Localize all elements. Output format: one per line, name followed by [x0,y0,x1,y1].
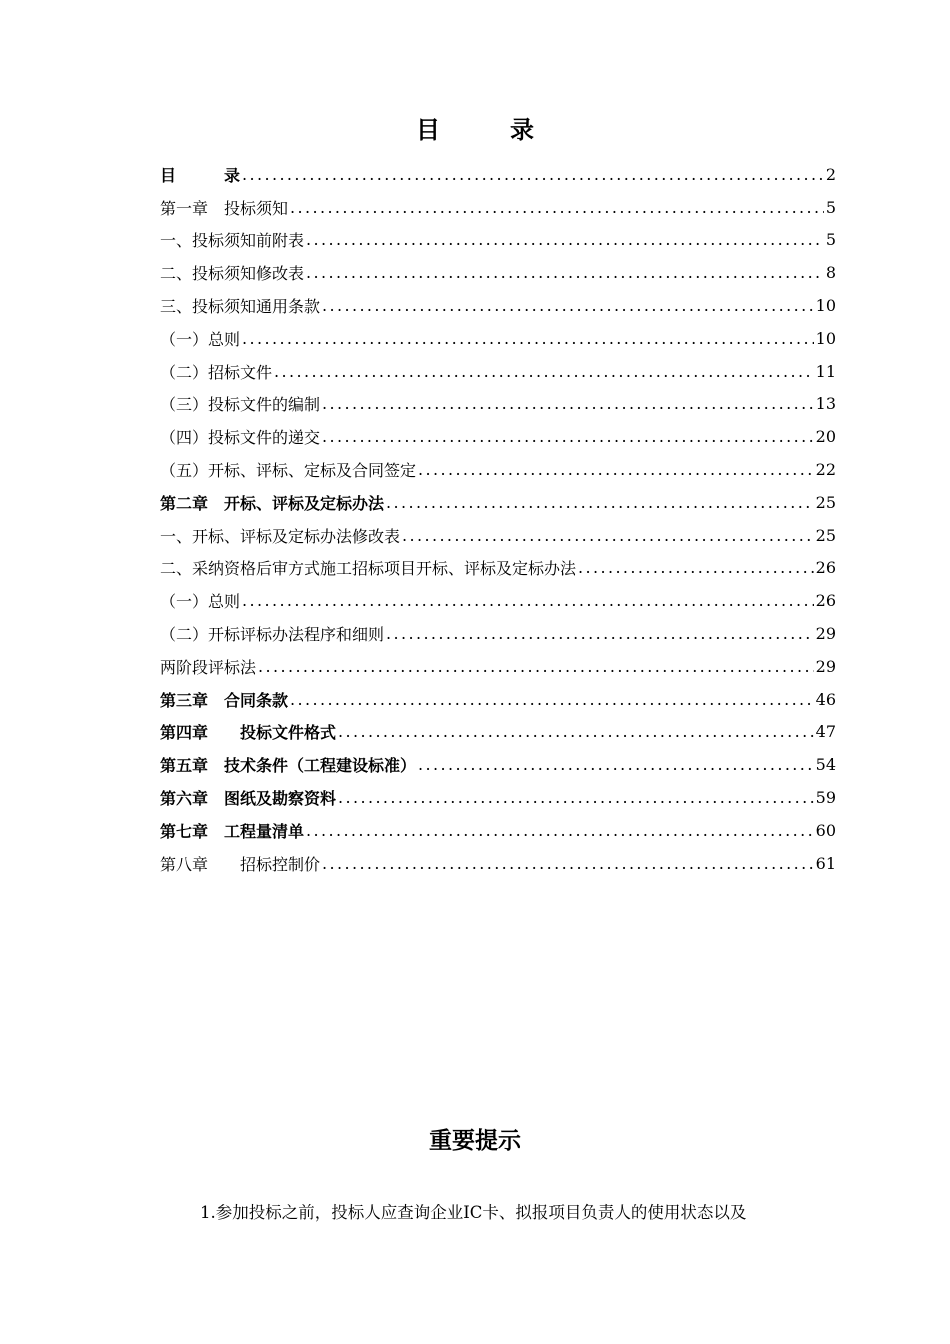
toc-entry[interactable] [160,289,836,322]
toc-entry-page: 10 [815,296,836,316]
toc-entry-leader [290,198,824,217]
toc-entry-page: 11 [815,361,836,381]
toc-entry-page: 29 [815,624,836,644]
toc-entry-page: 29 [815,656,836,676]
toc-entry[interactable] [160,388,836,421]
toc-entry-page: 20 [815,427,836,447]
toc-entry-leader [322,394,814,413]
toc-entry-leader [306,821,814,840]
toc-entry[interactable] [160,814,836,847]
toc-entry-leader [290,690,814,709]
toc-entry-leader [274,362,814,381]
toc-entry-label: 第六章 图纸及勘察资料 [160,789,337,809]
toc-entry-label: 二、采纳资格后审方式施工招标项目开标、评标及定标办法 [160,559,577,579]
toc-entry-page: 46 [815,689,836,709]
toc-entry[interactable] [160,322,836,355]
toc-entry-label: （一）总则 [160,592,241,612]
toc-entry-leader [306,230,824,249]
toc-entry-label: （五）开标、评标、定标及合同签定 [160,461,417,481]
toc-entry-label: 三、投标须知通用条款 [160,297,321,317]
toc-entry[interactable] [160,617,836,650]
toc-entry-leader [242,165,824,184]
toc-entry[interactable] [160,224,836,257]
toc-entry-label: （四）投标文件的递交 [160,428,321,448]
toc-entry-label: （三）投标文件的编制 [160,395,321,415]
toc-entry-page: 2 [825,164,836,184]
toc-entry[interactable] [160,256,836,289]
toc-entry-page: 5 [825,230,836,250]
toc-entry[interactable] [160,847,836,880]
toc-entry[interactable] [160,355,836,388]
toc-entry[interactable] [160,781,836,814]
toc-entry-page: 5 [825,197,836,217]
toc-entry-leader [322,427,814,446]
toc-entry-page: 59 [815,788,836,808]
toc-entry-leader [578,558,814,577]
toc-entry-page: 10 [815,328,836,348]
toc-entry[interactable] [160,584,836,617]
toc-entry-leader [242,591,814,610]
toc-entry-label: 一、投标须知前附表 [160,231,305,251]
toc-entry-leader [322,854,814,873]
notice-heading: 重要提示 [429,1128,521,1154]
toc-entry-page: 25 [815,492,836,512]
toc-entry-label: 目 录 [160,165,241,185]
toc-entry-leader [242,329,814,348]
notice-paragraph: 1.参加投标之前，投标人应查询企业IC卡、拟报项目负责人的使用状态以及 [200,1203,747,1222]
toc-entry-page: 26 [815,591,836,611]
toc-entry-page: 61 [815,853,836,873]
toc-entry[interactable] [160,486,836,519]
toc-entry[interactable] [160,191,836,224]
toc-entry-leader [258,657,814,676]
toc-entry-label: 第二章 开标、评标及定标办法 [160,493,385,513]
toc-entry[interactable] [160,683,836,716]
toc-entry[interactable] [160,748,836,781]
toc-entry[interactable] [160,158,836,191]
toc-entry-leader [338,788,814,807]
toc-entry-label: （二）招标文件 [160,362,273,382]
toc-entry-page: 26 [815,558,836,578]
toc-entry-leader [338,722,814,741]
toc-entry[interactable] [160,453,836,486]
toc-entry-label: （一）总则 [160,329,241,349]
toc-entry[interactable] [160,420,836,453]
toc-entry-label: 第七章 工程量清单 [160,821,305,841]
toc-entry-page: 47 [815,722,836,742]
toc-entry-leader [418,755,814,774]
toc-entry-page: 54 [815,755,836,775]
table-of-contents [160,158,836,880]
toc-entry-page: 22 [815,460,836,480]
toc-entry-page: 25 [815,525,836,545]
toc-entry[interactable] [160,716,836,749]
toc-entry-label: 第五章 技术条件（工程建设标准） [160,756,417,776]
toc-entry-leader [306,263,824,282]
toc-heading [0,110,950,145]
toc-entry-page: 8 [825,263,836,283]
toc-entry-leader [386,493,814,512]
toc-entry-label: 第八章 招标控制价 [160,854,321,874]
toc-entry-label: 二、投标须知修改表 [160,264,305,284]
toc-entry-page: 60 [815,820,836,840]
toc-entry[interactable] [160,650,836,683]
toc-entry-label: （二）开标评标办法程序和细则 [160,625,385,645]
toc-entry-leader [402,526,814,545]
toc-entry[interactable] [160,519,836,552]
toc-entry-leader [386,624,814,643]
toc-heading-right: 录 [510,116,534,144]
toc-heading-left: 目 [416,116,440,144]
toc-entry-page: 13 [815,394,836,414]
toc-entry-label: 一、开标、评标及定标办法修改表 [160,526,401,546]
toc-entry-label: 第一章 投标须知 [160,198,289,218]
toc-entry-label: 第四章 投标文件格式 [160,723,337,743]
toc-entry-leader [322,296,814,315]
toc-entry-label: 第三章 合同条款 [160,690,289,710]
toc-entry[interactable] [160,552,836,585]
toc-entry-label: 两阶段评标法 [160,657,257,677]
toc-entry-leader [418,460,814,479]
